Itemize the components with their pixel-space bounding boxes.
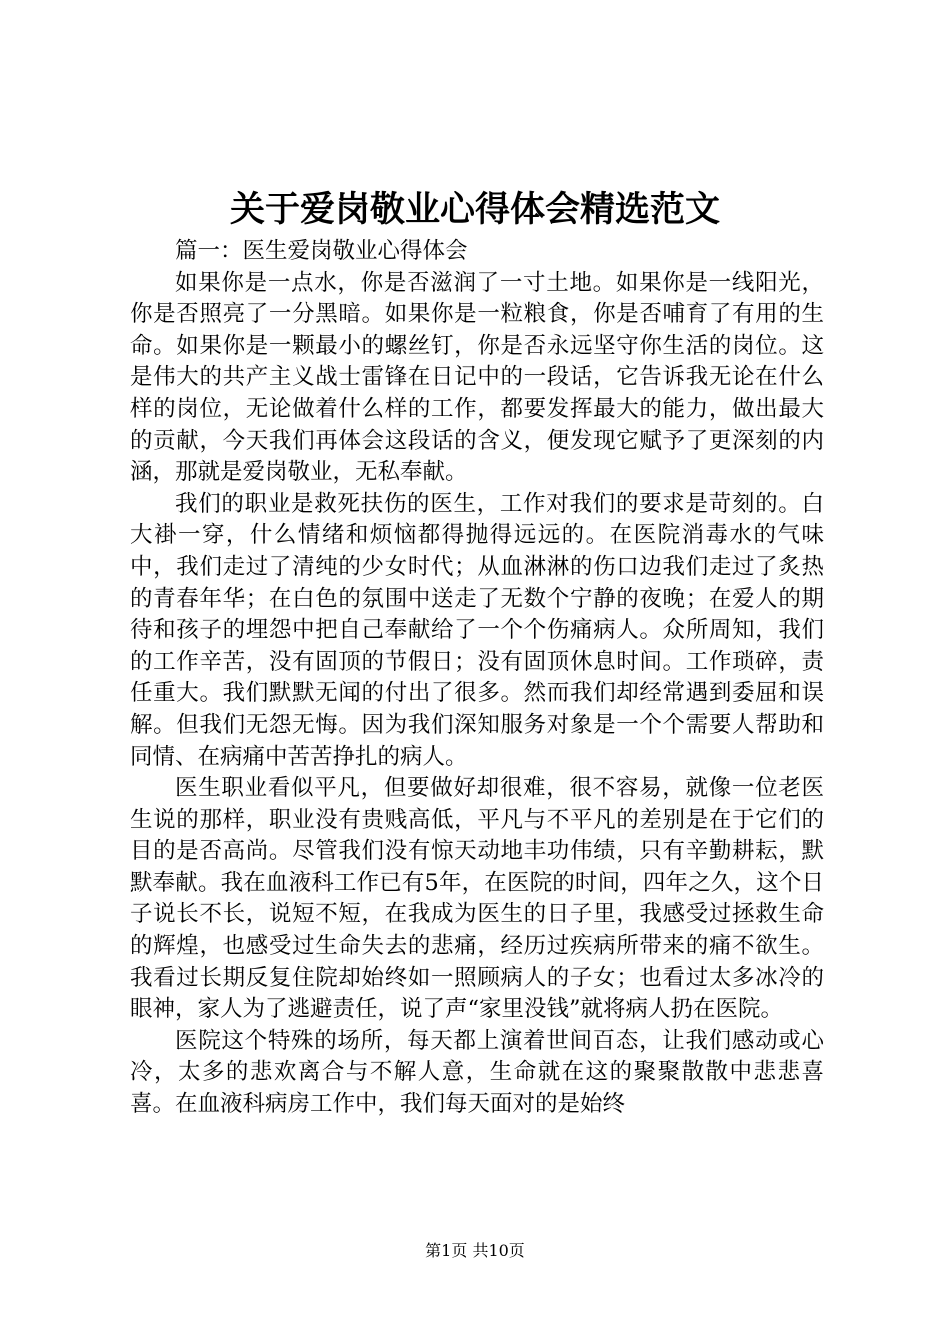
page-footer: 第1页 共10页 [425,1241,525,1260]
paragraph-1: 如果你是一点水，你是否滋润了一寸土地。如果你是一线阳光，你是否照亮了一分黑暗。如果你是一粒粮食，你是否哺育了有用的生命。如果你是一颗最小的螺丝钉，你是否永远坚守你生活的岗位。这是伟大的共产主义战士雷锋在日记中的一段话，它告诉我无论在什么样的岗位，无论做着什么样的工作，都要发挥最大的能力，做出最大的贡献，今天我们再体会这段话的含义，便发现它赋予了更深刻的内涵，那就是爱岗敬业，无私奉献。 [130,269,824,486]
document-body [130,236,824,1121]
section-heading: 篇一：医生爱岗敬业心得体会 [175,238,468,264]
document-title: 关于爱岗敬业心得体会精选范文 [229,189,720,230]
paragraph-4: 医院这个特殊的场所，每天都上演着世间百态，让我们感动或心冷，太多的悲欢离合与不解人意，生命就在这的聚聚散散中悲悲喜喜。在血液科病房工作中，我们每天面对的是始终 [130,1027,824,1118]
paragraph-3: 医生职业看似平凡，但要做好却很难，很不容易，就像一位老医生说的那样，职业没有贵贱高低，平凡与不平凡的差别是在于它们的目的是否高尚。尽管我们没有惊天动地丰功伟绩，只有辛勤耕耘，默默奉献。我在血液科工作已有5年，在医院的时间，四年之久，这个日子说长不长，说短不短，在我成为医生的日子里，我感受过拯救生命的辉煌，也感受过生命失去的悲痛，经历过疾病所带来的痛不欲生。我看过长期反复住院却始终如一照顾病人的子女；也看过太多冰冷的眼神，家人为了逃避责任，说了声“家里没钱”就将病人扔在医院。 [130,775,824,1023]
paragraph-2: 我们的职业是救死扶伤的医生，工作对我们的要求是苛刻的。白大褂一穿，什么情绪和烦恼都得抛得远远的。在医院消毒水的气味中，我们走过了清纯的少女时代；从血淋淋的伤口边我们走过了炙热的青春年华；在白色的氛围中送走了无数个宁静的夜晚；在爱人的期待和孩子的埋怨中把自己奉献给了一个个伤痛病人。众所周知，我们的工作辛苦，没有固顶的节假日；没有固顶休息时间。工作琐碎，责任重大。我们默默无闻的付出了很多。然而我们却经常遇到委屈和误解。但我们无怨无悔。因为我们深知服务对象是一个个需要人帮助和同情、在病痛中苦苦挣扎的病人。 [130,490,824,770]
